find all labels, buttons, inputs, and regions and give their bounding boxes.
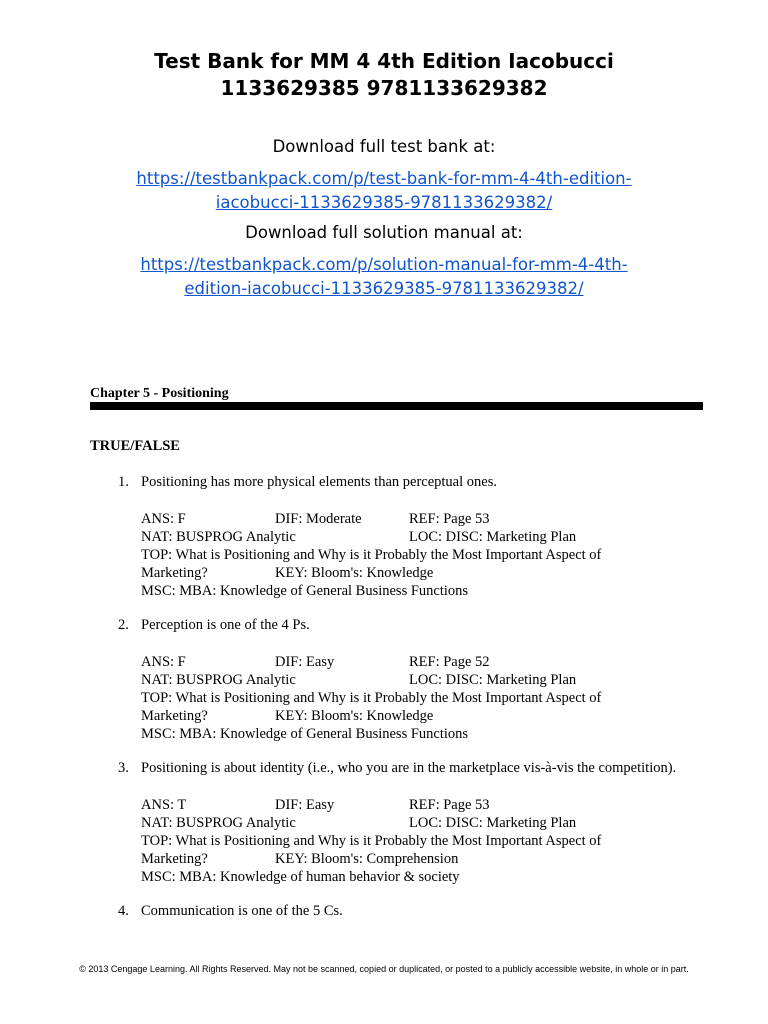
answer: ANS: F	[141, 654, 186, 670]
question-text: Positioning is about identity (i.e., who you are in the marketplace vis-à-vis the competition).	[141, 760, 677, 776]
topic: TOP: What is Positioning and Why is it Probably the Most Important Aspect of	[141, 833, 602, 849]
test-bank-link[interactable]	[134, 167, 634, 215]
loc: LOC: DISC: Marketing Plan	[409, 672, 577, 688]
topic: TOP: What is Positioning and Why is it Probably the Most Important Aspect of	[141, 547, 602, 563]
topic: TOP: What is Positioning and Why is it Probably the Most Important Aspect of	[141, 690, 602, 706]
question-4	[118, 903, 343, 920]
difficulty: DIF: Easy	[275, 797, 335, 813]
key: KEY: Bloom's: Comprehension	[275, 851, 459, 867]
answer: ANS: F	[141, 511, 186, 527]
test-bank-link-line2[interactable]: iacobucci-1133629385-9781133629382/	[215, 193, 553, 212]
msc: MSC: MBA: Knowledge of General Business Functions	[141, 583, 469, 599]
answer: ANS: T	[141, 797, 187, 813]
chapter-title: Chapter 5 - Positioning	[90, 386, 229, 401]
question-1	[118, 474, 497, 491]
key: KEY: Bloom's: Knowledge	[275, 708, 434, 724]
difficulty: DIF: Moderate	[275, 511, 362, 527]
download-test-bank-label: Download full test bank at:	[272, 137, 496, 156]
solution-link-line1[interactable]: https://testbankpack.com/p/solution-manual-for-mm-4-4th-	[140, 255, 628, 274]
question-2	[118, 617, 310, 634]
question-text: Positioning has more physical elements than perceptual ones.	[141, 474, 497, 490]
nat: NAT: BUSPROG Analytic	[141, 672, 296, 688]
test-bank-link-line1[interactable]: https://testbankpack.com/p/test-bank-for-mm-4-4th-edition-	[136, 169, 632, 188]
nat: NAT: BUSPROG Analytic	[141, 529, 296, 545]
nat: NAT: BUSPROG Analytic	[141, 815, 296, 831]
copyright-footer: © 2013 Cengage Learning. All Rights Reserved. May not be scanned, copied or duplicated, or posted to a publicly accessible website, in whole or in part.	[79, 964, 689, 974]
document-title-line1: Test Bank for MM 4 4th Edition Iacobucci	[154, 49, 614, 73]
chapter-divider	[90, 402, 703, 410]
loc: LOC: DISC: Marketing Plan	[409, 529, 577, 545]
msc: MSC: MBA: Knowledge of General Business Functions	[141, 726, 469, 742]
section-title: TRUE/FALSE	[90, 438, 180, 454]
reference: REF: Page 53	[409, 511, 490, 527]
document-title-line2: 1133629385 9781133629382	[220, 76, 548, 100]
question-number: 2.	[118, 617, 129, 633]
solution-link[interactable]	[134, 253, 634, 301]
topic-continued: Marketing?	[141, 565, 208, 581]
question-text: Perception is one of the 4 Ps.	[141, 617, 310, 633]
question-text: Communication is one of the 5 Cs.	[141, 903, 343, 919]
topic-continued: Marketing?	[141, 851, 208, 867]
key: KEY: Bloom's: Knowledge	[275, 565, 434, 581]
question-3	[118, 760, 676, 777]
msc: MSC: MBA: Knowledge of human behavior & society	[141, 869, 460, 885]
download-solution-label: Download full solution manual at:	[245, 223, 523, 242]
reference: REF: Page 52	[409, 654, 490, 670]
loc: LOC: DISC: Marketing Plan	[409, 815, 577, 831]
question-number: 3.	[118, 760, 129, 776]
reference: REF: Page 53	[409, 797, 490, 813]
difficulty: DIF: Easy	[275, 654, 335, 670]
question-number: 4.	[118, 903, 129, 919]
question-number: 1.	[118, 474, 129, 490]
solution-link-line2[interactable]: edition-iacobucci-1133629385-9781133629382/	[184, 279, 584, 298]
topic-continued: Marketing?	[141, 708, 208, 724]
